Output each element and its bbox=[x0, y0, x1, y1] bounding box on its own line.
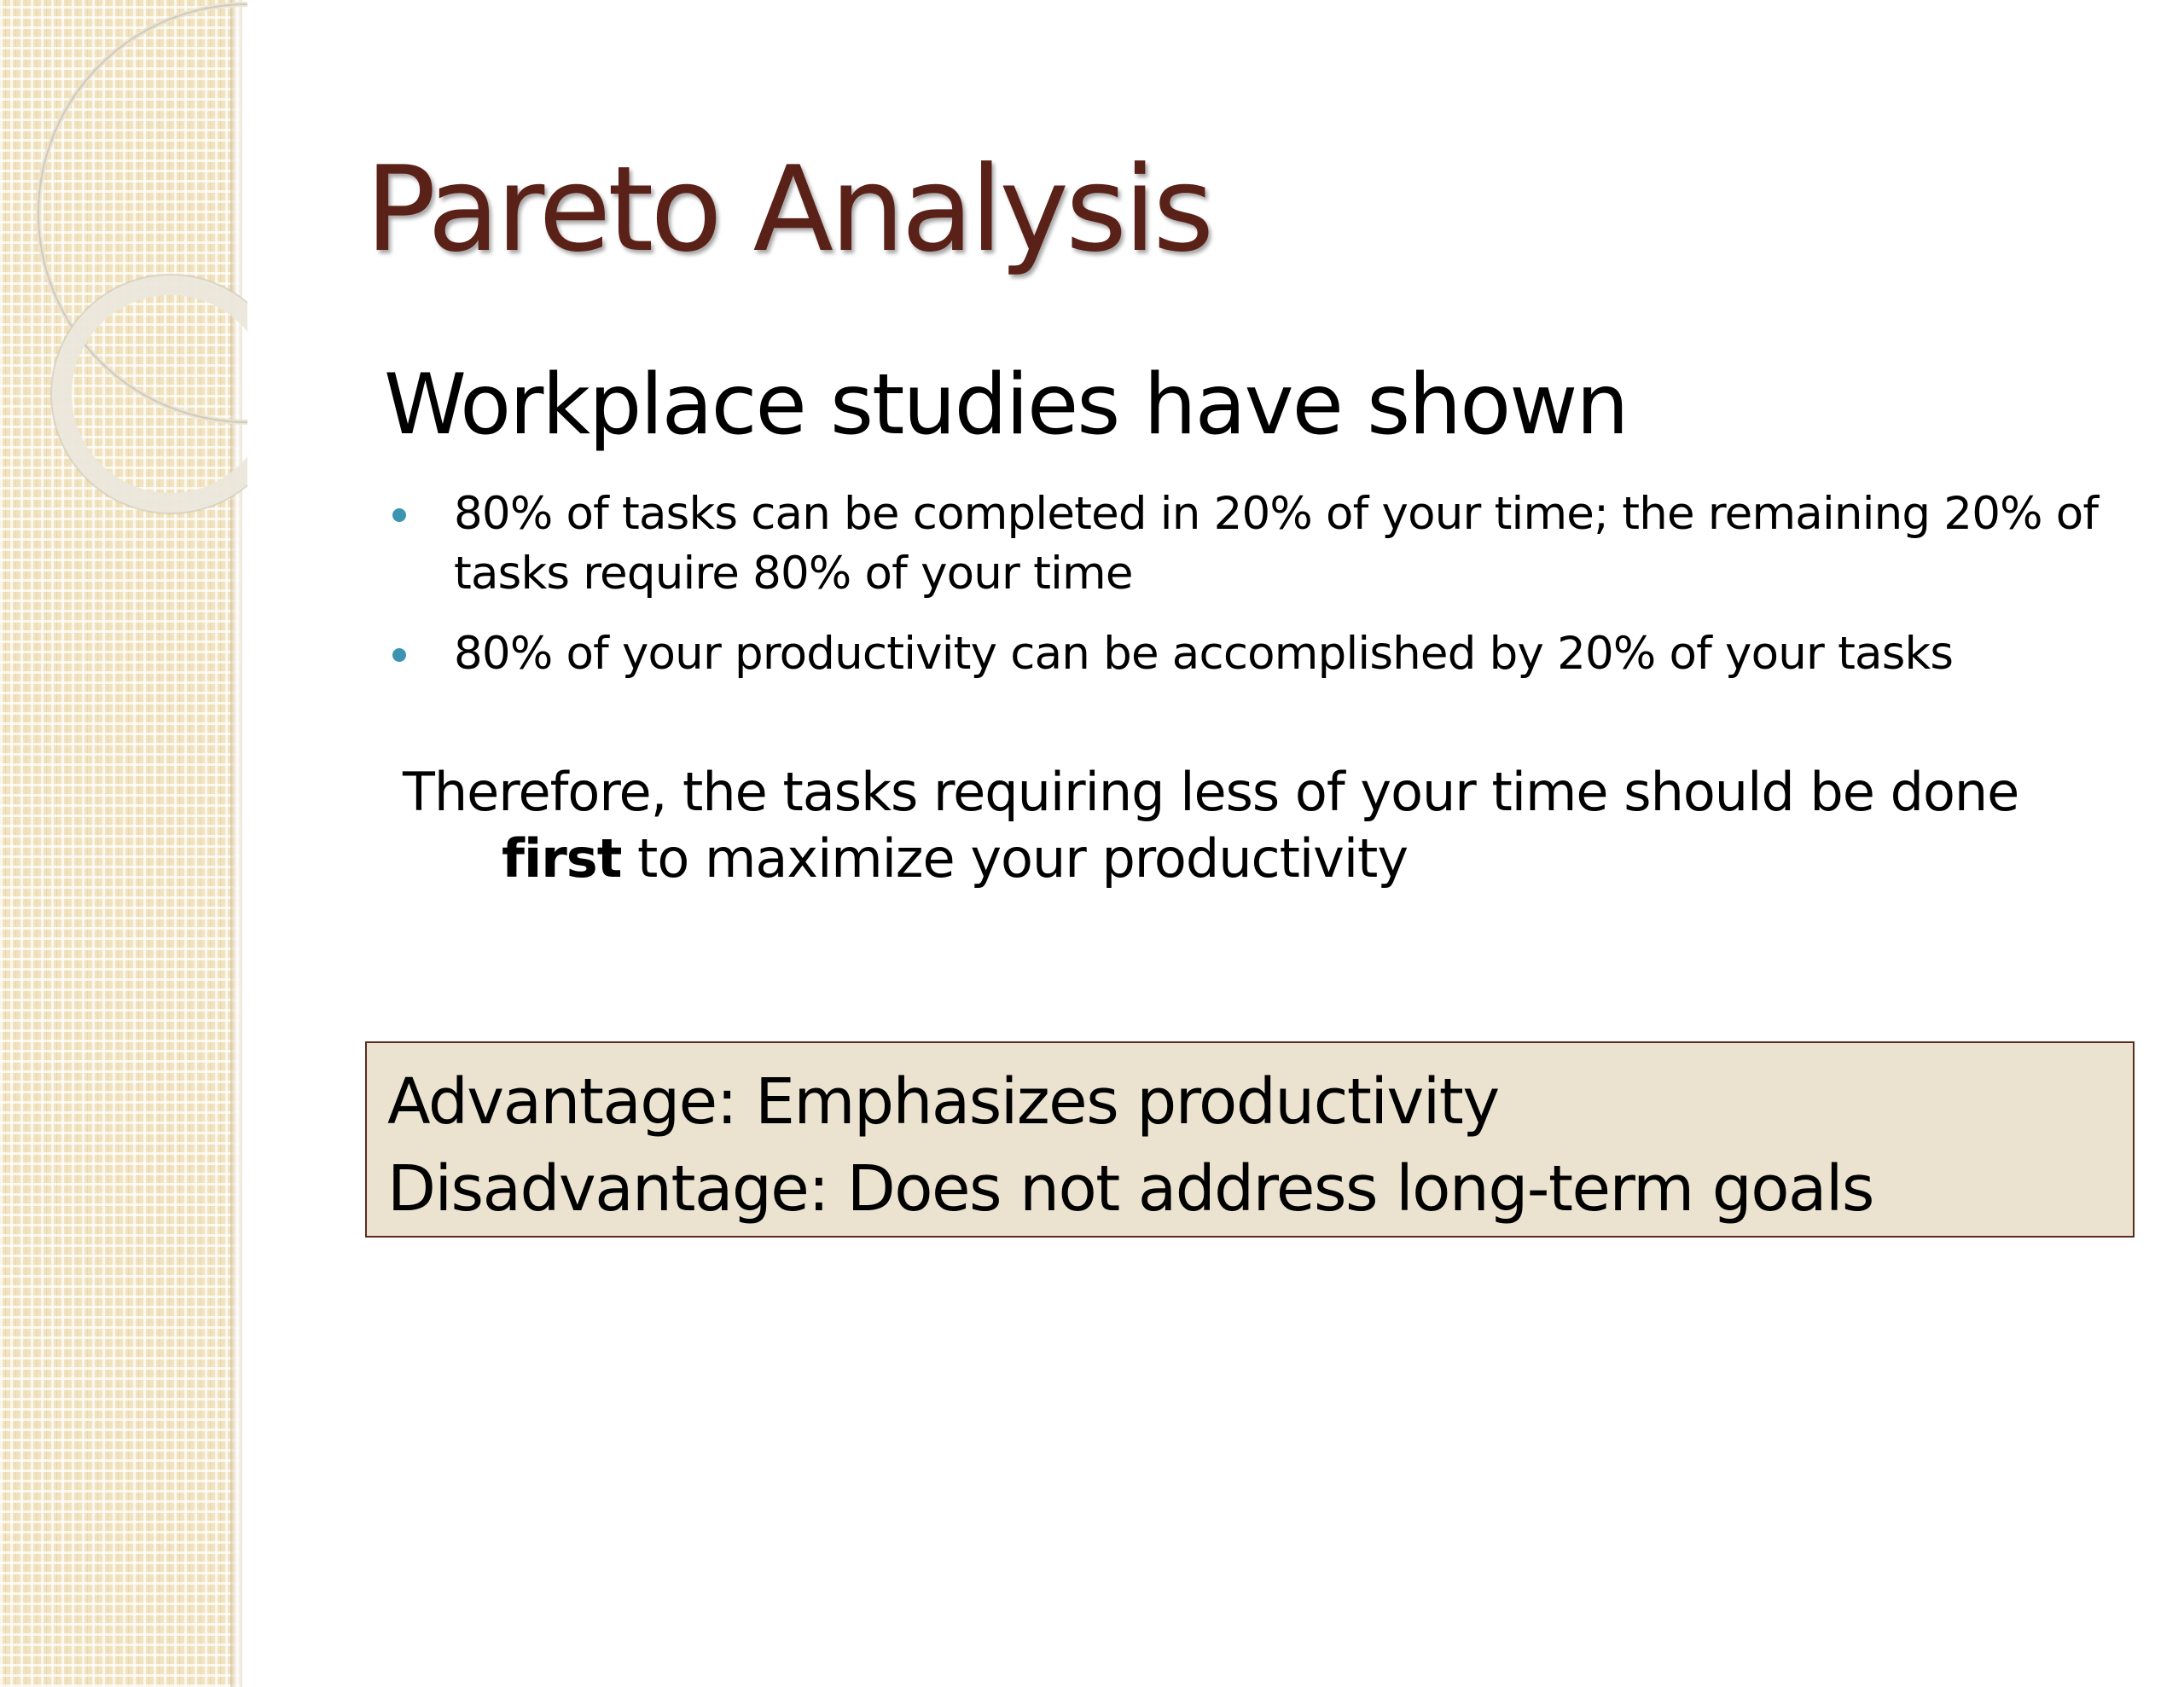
slide-subtitle: Workplace studies have shown bbox=[384, 357, 1628, 454]
conclusion-emphasis: first bbox=[502, 827, 622, 890]
conclusion-line-2 bbox=[403, 826, 2024, 892]
conclusion-line-1: Therefore, the tasks requiring less of your time should be done bbox=[403, 761, 2019, 823]
slide-title: Pareto Analysis bbox=[365, 141, 1211, 278]
bullet-text: 80% of tasks can be completed in 20% of your time; the remaining 20% of tasks require 80% of your time bbox=[454, 488, 2099, 600]
summary-box bbox=[365, 1041, 2135, 1238]
bullet-item bbox=[384, 624, 2124, 684]
advantage-text: Advantage: Emphasizes productivity bbox=[387, 1065, 1499, 1139]
bullet-item bbox=[384, 484, 2124, 604]
bullet-list bbox=[384, 484, 2124, 704]
conclusion-paragraph bbox=[403, 759, 2024, 892]
disadvantage-text: Disadvantage: Does not address long-term goals bbox=[387, 1152, 1873, 1226]
decorative-rings-icon bbox=[0, 0, 247, 554]
bullet-dot-icon bbox=[392, 508, 406, 522]
bullet-text: 80% of your productivity can be accomplished by 20% of your tasks bbox=[454, 628, 1954, 680]
conclusion-line-2-rest: to maximize your productivity bbox=[621, 827, 1409, 890]
bullet-dot-icon bbox=[392, 648, 406, 662]
